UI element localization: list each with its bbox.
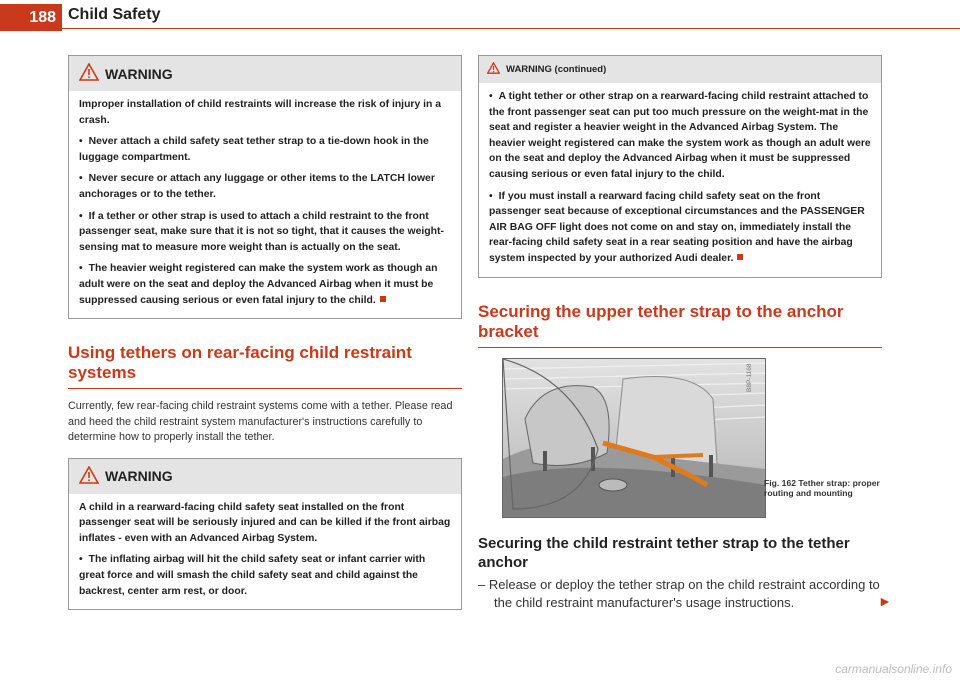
header-rule xyxy=(62,28,960,29)
warning-intro: A child in a rearward-facing child safety seat installed on the front passenger seat will be seriously injured and can be killed if the front airbag inflates - even with an Advanced Airbag System. xyxy=(79,501,451,544)
warning-bullet: • If a tether or other strap is used to attach a child restraint to the front passenger seat, make sure that it is not so tight, that it causes the weight-sensing mat to measure more weight than is actually on the seat. xyxy=(79,209,451,256)
figure-code: B8P-1168 xyxy=(746,363,753,392)
body-paragraph: Currently, few rear-facing child restraint systems come with a tether. Please read and heed the child restraint system manufacturer's instructions carefully to determine how to properly install the tether. xyxy=(68,400,453,444)
warning-bullet-last: • The heavier weight registered can make the system work as though an adult were on the seat and deploy the Advanced Airbag when it must be suppressed causing serious or even fatal injury to the child. xyxy=(79,261,451,308)
warning-body xyxy=(69,91,461,318)
warning-intro: Improper installation of child restraints will increase the risk of injury in a crash. xyxy=(79,99,442,126)
right-column xyxy=(478,55,892,612)
warning-body xyxy=(69,494,461,610)
warning-bullet: • Never attach a child safety seat tether strap to a tie-down hook in the luggage compartment. xyxy=(79,134,451,165)
page-number: 188 xyxy=(0,4,62,31)
warning-box-1 xyxy=(68,55,462,319)
end-of-section-icon xyxy=(380,296,386,302)
warning-header xyxy=(69,459,461,494)
warning-triangle-icon xyxy=(487,62,500,77)
figure-caption-text: Tether strap: proper routing and mounting xyxy=(764,477,880,498)
warning-bullet: • The inflating airbag will hit the child safety seat or infant carrier with great force and will smash the child safety seat and child against the backrest, center arm rest, or door. xyxy=(79,552,451,599)
warning-header-continued xyxy=(479,56,881,83)
warning-heading: WARNING xyxy=(105,65,173,82)
warning-bullet: • Never secure or attach any luggage or other items to the LATCH lower anchorages or to the tether. xyxy=(79,171,451,202)
sub-heading: Securing the child restraint tether strap to the tether anchor xyxy=(478,534,850,571)
figure-number: Fig. 162 xyxy=(764,477,796,488)
warning-heading: WARNING xyxy=(105,468,173,485)
warning-triangle-icon xyxy=(79,466,99,487)
section-heading-upper-tether: Securing the upper tether strap to the anchor bracket xyxy=(478,302,882,348)
warning-body xyxy=(479,83,881,277)
section-heading-rear-facing-tethers: Using tethers on rear-facing child restraint systems xyxy=(68,343,462,389)
warning-box-continued xyxy=(478,55,882,278)
warning-triangle-icon xyxy=(79,63,99,84)
figure-caption xyxy=(764,478,882,498)
warning-header xyxy=(69,56,461,91)
left-column xyxy=(68,55,462,610)
watermark: carmanualsonline.info xyxy=(835,662,952,676)
instruction-step: – Release or deploy the tether strap on the child restraint according to the child restraint manufacturer's usage instructions. ► xyxy=(478,576,892,610)
warning-bullet: • A tight tether or other strap on a rearward-facing child restraint attached to the front passenger seat can put too much pressure on the weight-mat in the seat and register a heavier weight in the Advanced Airbag System. The heavier weight registered can make the system work as though an adult were on the seat and deploy the Advanced Airbag when it must be suppressed causing serious or even fatal injury to the child. xyxy=(489,89,871,183)
warning-heading: WARNING (continued) xyxy=(506,64,607,75)
warning-bullet-last: • If you must install a rearward facing child safety seat on the front passenger seat because of exceptional circumstances and the PASSENGER AIR BAG OFF light does not come on and stay on, immediately install the rear-facing child safety seat in a rear seating position and have the airbag system inspected by your authorized Audi dealer. xyxy=(489,189,871,267)
warning-box-2 xyxy=(68,458,462,611)
tether-strap-illustration xyxy=(502,358,766,518)
running-header-title: Child Safety xyxy=(68,6,161,23)
figure-162 xyxy=(478,358,882,516)
end-of-section-icon xyxy=(737,254,743,260)
